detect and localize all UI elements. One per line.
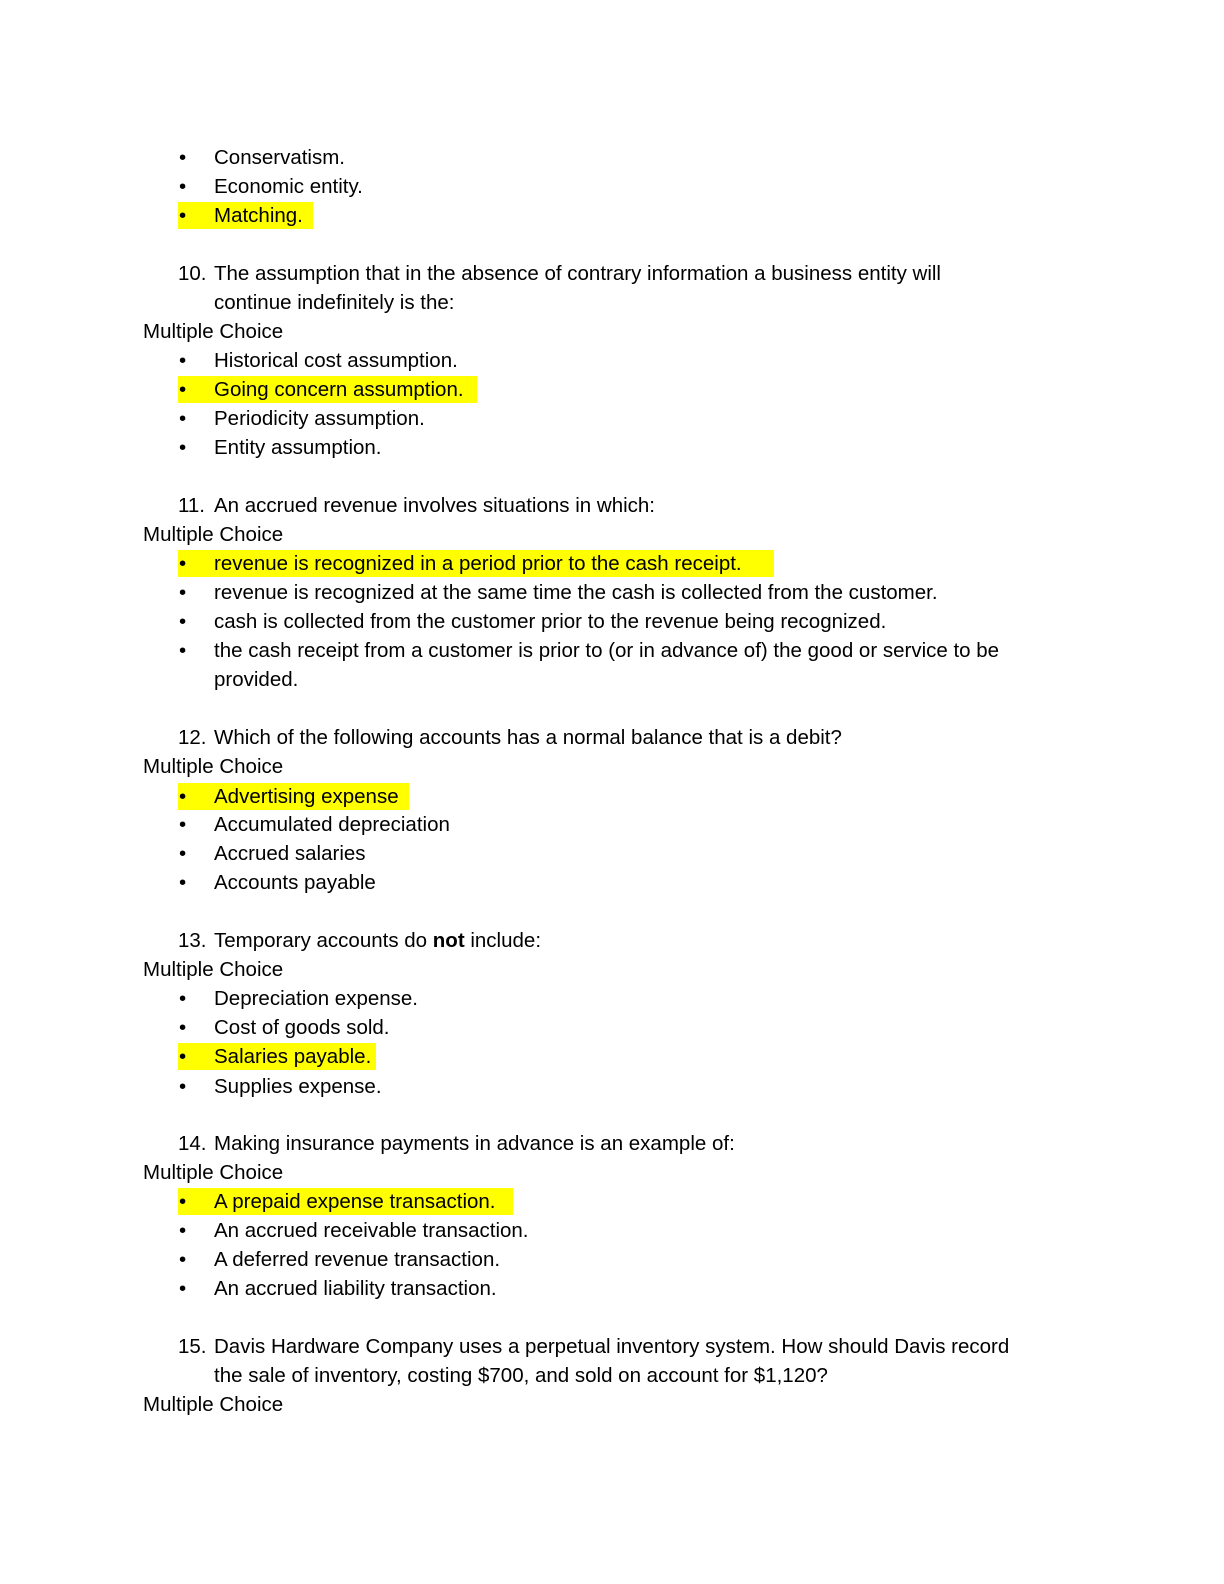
option-text: Going concern assumption. xyxy=(214,378,464,401)
question-number: 11. xyxy=(178,494,205,517)
option-text: Cost of goods sold. xyxy=(214,1016,390,1039)
multiple-choice-label: Multiple Choice xyxy=(143,958,284,981)
question-number: 12. xyxy=(178,726,207,749)
question-number: 15. xyxy=(178,1335,207,1358)
question-text: Making insurance payments in advance is an example of: xyxy=(214,1132,735,1155)
option-text: Accumulated depreciation xyxy=(214,813,450,836)
question-text-part: Temporary accounts do xyxy=(214,929,433,952)
option-text: A deferred revenue transaction. xyxy=(214,1248,501,1271)
option-text: the cash receipt from a customer is prior to (or in advance of) the good or service to be xyxy=(214,639,1000,662)
option-text: Historical cost assumption. xyxy=(214,349,458,372)
option-text: revenue is recognized in a period prior to the cash receipt. xyxy=(214,552,742,575)
option-text: cash is collected from the customer prior to the revenue being recognized. xyxy=(214,610,887,633)
multiple-choice-label: Multiple Choice xyxy=(143,1393,284,1416)
option-text: An accrued receivable transaction. xyxy=(214,1219,529,1242)
option-text: Supplies expense. xyxy=(214,1075,382,1098)
option-text: Entity assumption. xyxy=(214,436,382,459)
multiple-choice-label: Multiple Choice xyxy=(143,1161,284,1184)
option-text: Depreciation expense. xyxy=(214,987,418,1010)
option-text: Accrued salaries xyxy=(214,842,366,865)
question-text: Davis Hardware Company uses a perpetual inventory system. How should Davis record xyxy=(214,1335,1010,1358)
option-text: Conservatism. xyxy=(214,146,346,169)
option-text: Advertising expense xyxy=(214,785,399,808)
option-text: An accrued liability transaction. xyxy=(214,1277,497,1300)
option-text: Accounts payable xyxy=(214,871,376,894)
question-number: 10. xyxy=(178,262,207,285)
option-text: Periodicity assumption. xyxy=(214,407,425,430)
multiple-choice-label: Multiple Choice xyxy=(143,523,284,546)
question-text-part: include: xyxy=(464,929,542,952)
question-text: Which of the following accounts has a normal balance that is a debit? xyxy=(214,726,842,749)
question-text-emphasis: not xyxy=(432,929,465,952)
question-text: An accrued revenue involves situations in which: xyxy=(214,494,655,517)
multiple-choice-label: Multiple Choice xyxy=(143,320,284,343)
question-text xyxy=(214,926,541,955)
option-text: Economic entity. xyxy=(214,175,363,198)
question-text-continued: continue indefinitely is the: xyxy=(214,291,455,314)
option-text: Salaries payable. xyxy=(214,1045,372,1068)
question-text-continued: the sale of inventory, costing $700, and sold on account for $1,120? xyxy=(214,1364,828,1387)
option-text-continued: provided. xyxy=(214,668,299,691)
question-text: The assumption that in the absence of contrary information a business entity will xyxy=(214,262,941,285)
option-text: Matching. xyxy=(214,204,303,227)
multiple-choice-label: Multiple Choice xyxy=(143,755,284,778)
option-text: A prepaid expense transaction. xyxy=(214,1190,496,1213)
question-number: 14. xyxy=(178,1132,207,1155)
option-text: revenue is recognized at the same time the cash is collected from the customer. xyxy=(214,581,938,604)
question-number: 13. xyxy=(178,929,207,952)
